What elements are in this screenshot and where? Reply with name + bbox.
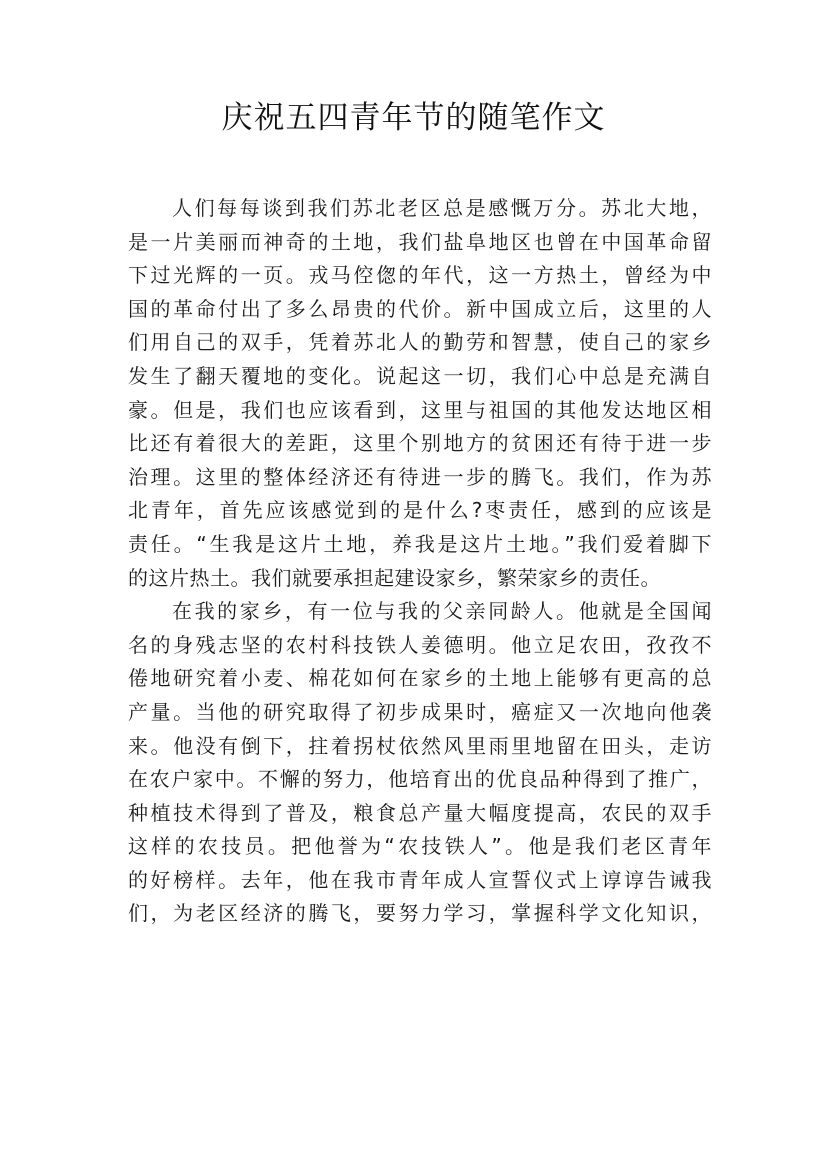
text-line: 国的革命付出了多么昂贵的代价。新中国成立后，这里的人	[128, 296, 712, 321]
document-body	[128, 192, 712, 931]
document-title: 庆祝五四青年节的随笔作文	[221, 100, 606, 136]
text-line: 来。他没有倒下，拄着拐杖依然风里雨里地留在田头，走访	[128, 733, 712, 758]
text-line: 们用自己的双手，凭着苏北人的勤劳和智慧，使自己的家乡	[128, 330, 712, 355]
text-line: 责任。“生我是这片土地，养我是这片土地。”我们爱着脚下	[128, 531, 712, 556]
text-line: 种植技术得到了普及，粮食总产量大幅度提高，农民的双手	[128, 800, 712, 825]
text-line: 人们每每谈到我们苏北老区总是感慨万分。苏北大地，	[172, 196, 712, 220]
text-line: 豪。但是，我们也应该看到，这里与祖国的其他发达地区相	[128, 397, 712, 422]
text-line: 产量。当他的研究取得了初步成果时，癌症又一次地向他袭	[128, 699, 712, 724]
text-line: 治理。这里的整体经济还有待进一步的腾飞。我们，作为苏	[128, 464, 712, 489]
text-line: 名的身残志坚的农村科技铁人姜德明。他立足农田，孜孜不	[128, 632, 712, 657]
text-line: 下过光辉的一页。戎马倥偬的年代，这一方热土，曾经为中	[128, 263, 712, 288]
text-line: 在我的家乡，有一位与我的父亲同龄人。他就是全国闻	[172, 599, 712, 624]
text-line: 北青年，首先应该感觉到的是什么?枣责任，感到的应该是	[128, 498, 712, 523]
text-line: 这样的农技员。把他誉为“农技铁人”。他是我们老区青年	[128, 834, 712, 859]
text-line: 倦地研究着小麦、棉花如何在家乡的土地上能够有更高的总	[128, 666, 712, 691]
text-line: 们，为老区经济的腾飞，要努力学习，掌握科学文化知识，	[128, 901, 712, 926]
text-line: 在农户家中。不懈的努力，他培育出的优良品种得到了推广，	[128, 767, 712, 792]
text-line: 的这片热土。我们就要承担起建设家乡，繁荣家乡的责任。	[128, 565, 661, 590]
text-line: 发生了翻天覆地的变化。说起这一切，我们心中总是充满自	[128, 363, 712, 388]
text-line: 是一片美丽而神奇的土地，我们盐阜地区也曾在中国革命留	[128, 229, 712, 254]
text-line: 比还有着很大的差距，这里个别地方的贫困还有待于进一步	[128, 431, 712, 456]
text-line: 的好榜样。去年，他在我市青年成人宣誓仪式上谆谆告诫我	[128, 867, 712, 892]
